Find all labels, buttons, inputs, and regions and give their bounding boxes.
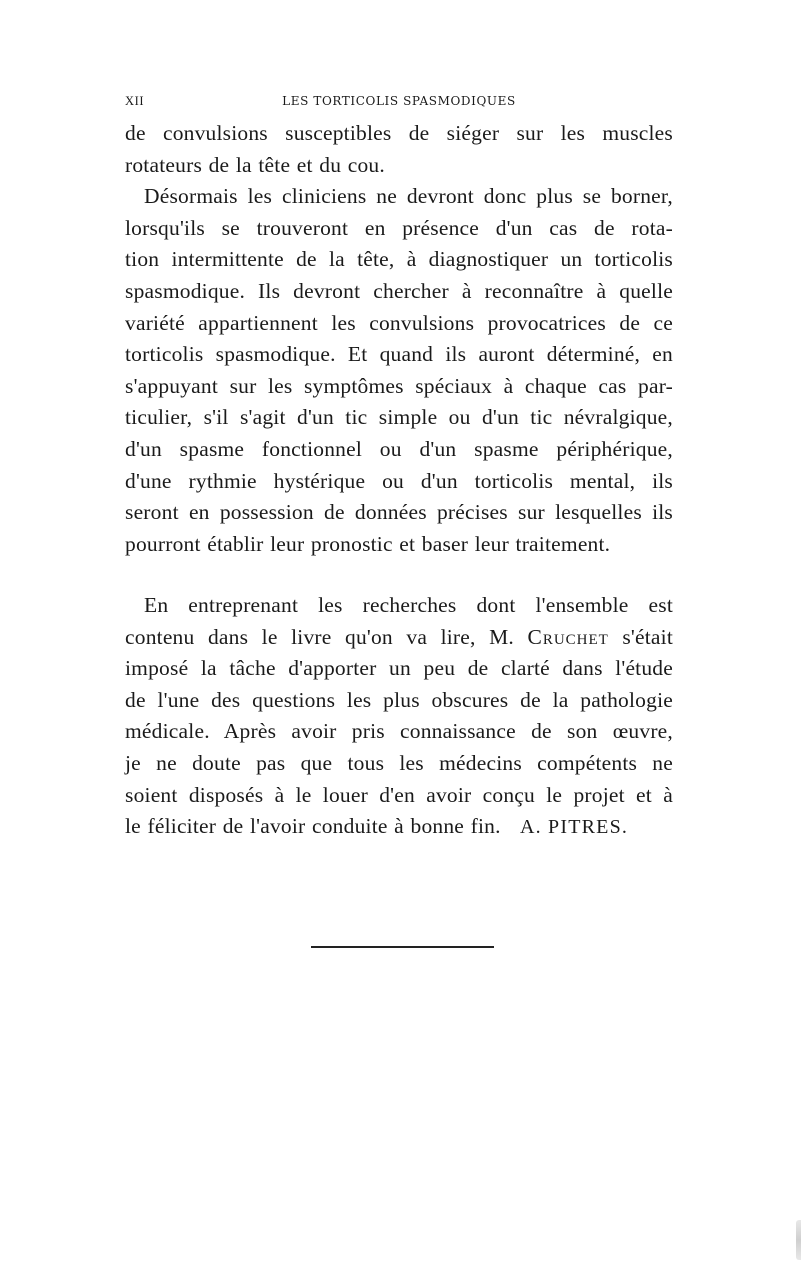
closing-rule — [311, 946, 494, 948]
text-line: je ne doute pas que tous les médecins compétents ne — [125, 750, 673, 775]
text-line: imposé la tâche d'apporter un peu de clarté dans l'étude — [125, 656, 673, 681]
text-line: de l'une des questions les plus obscures de la pathologie — [125, 687, 673, 712]
text-line: torticolis spasmodique. Et quand ils auront déterminé, en — [125, 342, 673, 367]
text-block-upper — [125, 118, 673, 560]
text-line: spasmodique. Ils devront chercher à reconnaître à quelle — [125, 278, 673, 303]
text-line-with-name — [125, 622, 673, 654]
text-line: En entreprenant les recherches dont l'ensemble est — [144, 593, 673, 617]
text-line: d'une rythmie hystérique ou d'un torticolis mental, ils — [125, 468, 673, 493]
text-segment: contenu dans le livre qu'on va lire, M. — [125, 624, 514, 649]
text-line: d'un spasme fonctionnel ou d'un spasme périphérique, — [125, 436, 673, 461]
text-line: lorsqu'ils se trouveront en présence d'un cas de rota- — [125, 215, 673, 240]
text-block-lower — [125, 590, 673, 843]
text-segment: s'était — [622, 624, 674, 649]
page-number: XII — [125, 94, 145, 108]
text-line: le féliciter de l'avoir conduite à bonne fin. — [125, 814, 501, 839]
text-line: de convulsions susceptibles de siéger sur les muscles — [125, 121, 673, 145]
signature: A. PITRES. — [520, 816, 629, 838]
text-line: médicale. Après avoir pris connaissance de son œuvre, — [125, 719, 673, 744]
text-line: soient disposés à le louer d'en avoir conçu le projet et à — [125, 782, 673, 807]
text-line: rotateurs de la tête et du cou. — [125, 152, 385, 177]
page-edge-mark — [796, 1220, 801, 1260]
text-line: ticulier, s'il s'agit d'un tic simple ou d'un tic névralgique, — [125, 405, 673, 430]
text-line: tion intermittente de la tête, à diagnostiquer un torticolis — [125, 247, 673, 272]
text-line: seront en possession de données précises sur lesquelles ils — [125, 500, 673, 525]
text-line: s'appuyant sur les symptômes spéciaux à chaque cas par- — [125, 373, 673, 398]
text-line: variété appartiennent les convulsions provocatrices de ce — [125, 310, 673, 335]
running-title: LES TORTICOLIS SPASMODIQUES — [282, 94, 516, 108]
text-line: Désormais les cliniciens ne devront donc plus se borner, — [144, 184, 673, 209]
running-head — [125, 94, 673, 110]
author-name: Cruchet — [527, 624, 609, 649]
text-line: pourront établir leur pronostic et baser leur traitement. — [125, 531, 611, 556]
